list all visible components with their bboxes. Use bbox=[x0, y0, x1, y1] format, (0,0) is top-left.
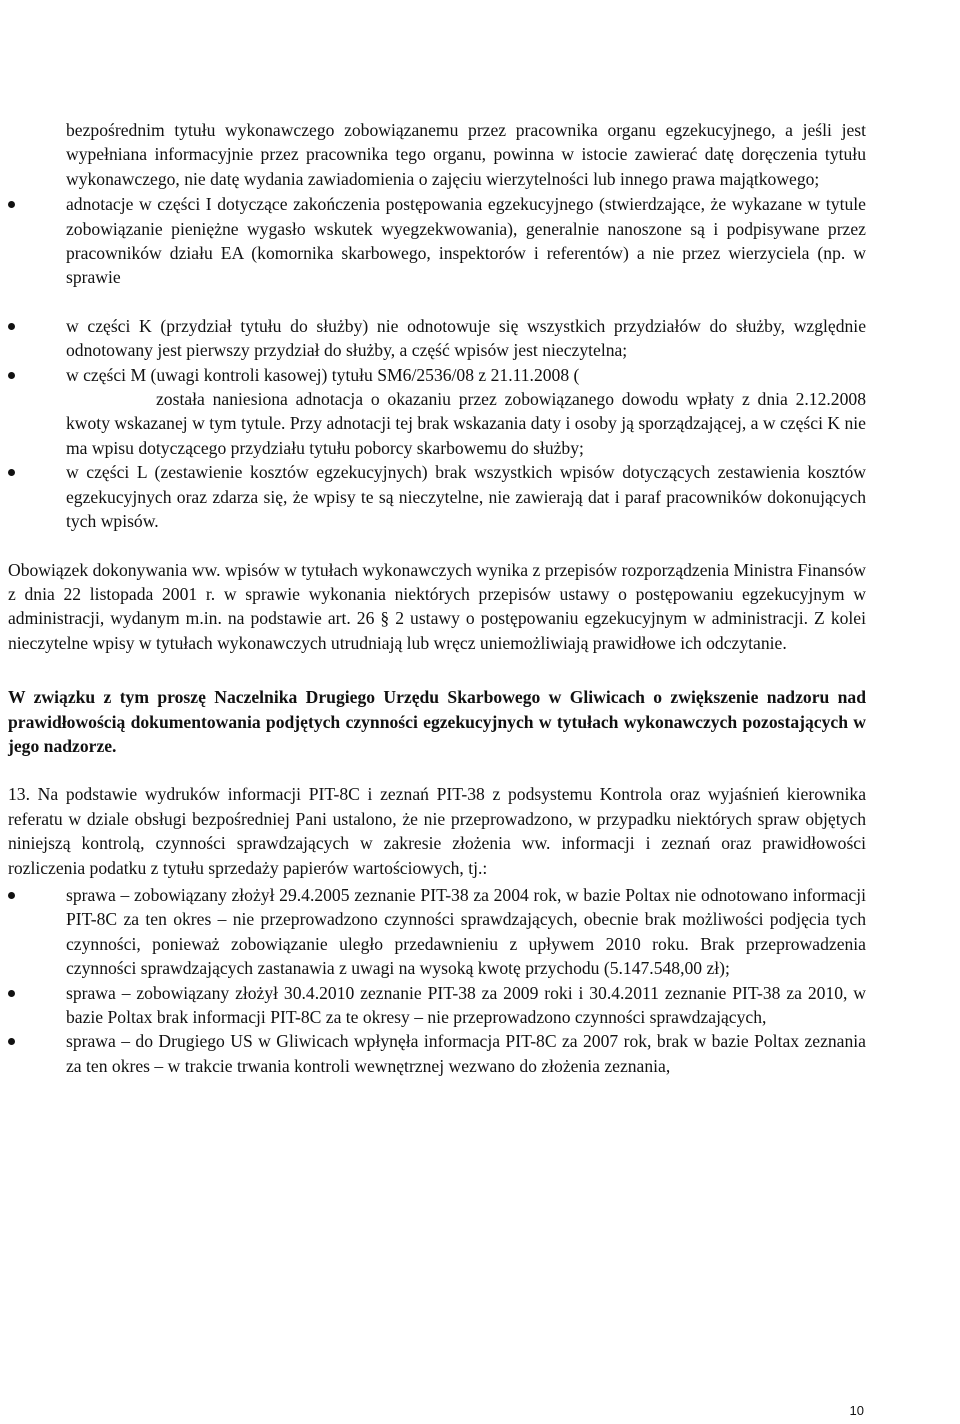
list-item-text: adnotacje w części I dotyczące zakończenia postępowania egzekucyjnego (stwierdzające, że wykazane w tytule zobowiązanie pieniężne wygasło wskutek wyegzekwowania), generalnie nanoszone są i podpisywane przez pracowników działu EA (komornika skarbowego, inspektorów i referentów) a nie przez wierzyciela (np. w sprawie bbox=[66, 194, 866, 288]
spacer bbox=[66, 534, 866, 558]
spacer bbox=[66, 655, 866, 685]
findings-list bbox=[66, 192, 866, 533]
list-item-text: sprawa – zobowiązany złożył 29.4.2005 zeznanie PIT-38 za 2004 rok, w bazie Poltax nie odnotowano informacji PIT-8C za ten okres – nie przeprowadzono czynności sprawdzających, obecnie brak możliwości podjęcia tych czynności, ponieważ zobowiązanie uległo przedawnieniu z upływem 2010 roku. Brak przeprowadzenia czynności sprawdzających zastanawia z uwagi na wysoką kwotę przychodu (5.147.548,00 zł); bbox=[66, 884, 866, 979]
bullet-icon bbox=[8, 990, 15, 997]
list-item-text: w części L (zestawienie kosztów egzekucyjnych) brak wszystkich wpisów dotyczących zestawienia kosztów egzekucyjnych oraz zdarza się, że wpisy te są nieczytelne, nie zawierają dat i paraf pracowników dokonujących tych wpisów. bbox=[66, 462, 866, 532]
bullet-icon bbox=[8, 323, 15, 330]
list-item-continuation: została naniesiona adnotacja o okazaniu przez zobowiązanego dowodu wpłaty z dnia 2.12.2008 kwoty wskazanej w tym tytule. Przy adnotacji tej brak wskazania daty i osoby ją sporządzającej, a w części K nie ma wpisu dotyczącego przydziału tytułu poborcy skarbowemu do służby; bbox=[66, 389, 866, 458]
list-item-text: sprawa – do Drugiego US w Gliwicach wpłynęła informacja PIT-8C za 2007 rok, brak w bazie Poltax zeznania za ten okres – w trakcie trwania kontroli wewnętrznej wezwano do złożenia zeznania, bbox=[66, 1031, 866, 1076]
intro-paragraph: bezpośrednim tytułu wykonawczego zobowiązanemu przez pracownika organu egzekucyjnego, a jeśli jest wypełniana informacyjnie przez pracownika tego organu, powinna w istocie zawierać datę doręczenia tytułu wykonawczego, nie datę wydania zawiadomienia o zajęciu wierzytelności lub innego prawa majątkowego; bbox=[66, 120, 866, 189]
list-item bbox=[66, 883, 866, 981]
list-item bbox=[66, 192, 866, 290]
bullet-icon bbox=[8, 892, 15, 899]
page-number: 10 bbox=[849, 1403, 864, 1418]
bullet-icon bbox=[8, 1038, 15, 1045]
request-paragraph: W związku z tym proszę Naczelnika Drugiego Urzędu Skarbowego w Gliwicach o zwiększenie nadzoru nad prawidłowością dokumentowania podjętych czynności egzekucyjnych w tytułach wykonawczych pozostających w jego nadzorze. bbox=[8, 687, 866, 756]
list-item bbox=[66, 314, 866, 363]
bullet-icon bbox=[8, 372, 15, 379]
list-item bbox=[66, 363, 866, 461]
list-item bbox=[66, 981, 866, 1030]
cases-list bbox=[66, 883, 866, 1078]
list-item-text: w części M (uwagi kontroli kasowej) tytułu SM6/2536/08 z 21.11.2008 ( bbox=[66, 364, 580, 385]
section-13-paragraph: 13. Na podstawie wydruków informacji PIT-8C i zeznań PIT-38 z podsystemu Kontrola oraz wyjaśnień kierownika referatu w dziale obsługi bezpośredniej Pani ustalono, że nie przeprowadzono, w przypadku niektórych spraw objętych niniejszą kontrolą, czynności sprawdzających w zakresie złożenia ww. informacji i zeznań oraz prawidłowości rozliczenia podatku z tytułu sprzedaży papierów wartościowych, tj.: bbox=[8, 784, 866, 878]
document-body bbox=[8, 118, 866, 1078]
list-item bbox=[66, 460, 866, 533]
list-item bbox=[66, 1029, 866, 1078]
bullet-icon bbox=[8, 469, 15, 476]
spacer bbox=[66, 758, 866, 782]
list-item-text: sprawa – zobowiązany złożył 30.4.2010 zeznanie PIT-38 za 2009 roki i 30.4.2011 zeznanie PIT-38 za 2010, w bazie Poltax brak informacji PIT-8C za te okresy – nie przeprowadzono czynności sprawdzających, bbox=[66, 982, 866, 1027]
obligation-paragraph: Obowiązek dokonywania ww. wpisów w tytułach wykonawczych wynika z przepisów rozporządzenia Ministra Finansów z dnia 22 listopada 2001 r. w sprawie wykonania niektórych przepisów ustawy o postępowaniu egzekucyjnym w administracji, wydanym m.in. na podstawie art. 26 § 2 ustawy o postępowaniu egzekucyjnym w administracji. Z kolei nieczytelne wpisy w tytułach wykonawczych utrudniają lub wręcz uniemożliwiają prawidłowe ich odczytanie. bbox=[8, 559, 866, 653]
bullet-icon bbox=[8, 201, 15, 208]
list-item-text: w części K (przydział tytułu do służby) nie odnotowuje się wszystkich przydziałów do służby, względnie odnotowany jest pierwszy przydział do służby, a część wpisów jest nieczytelna; bbox=[66, 315, 866, 361]
